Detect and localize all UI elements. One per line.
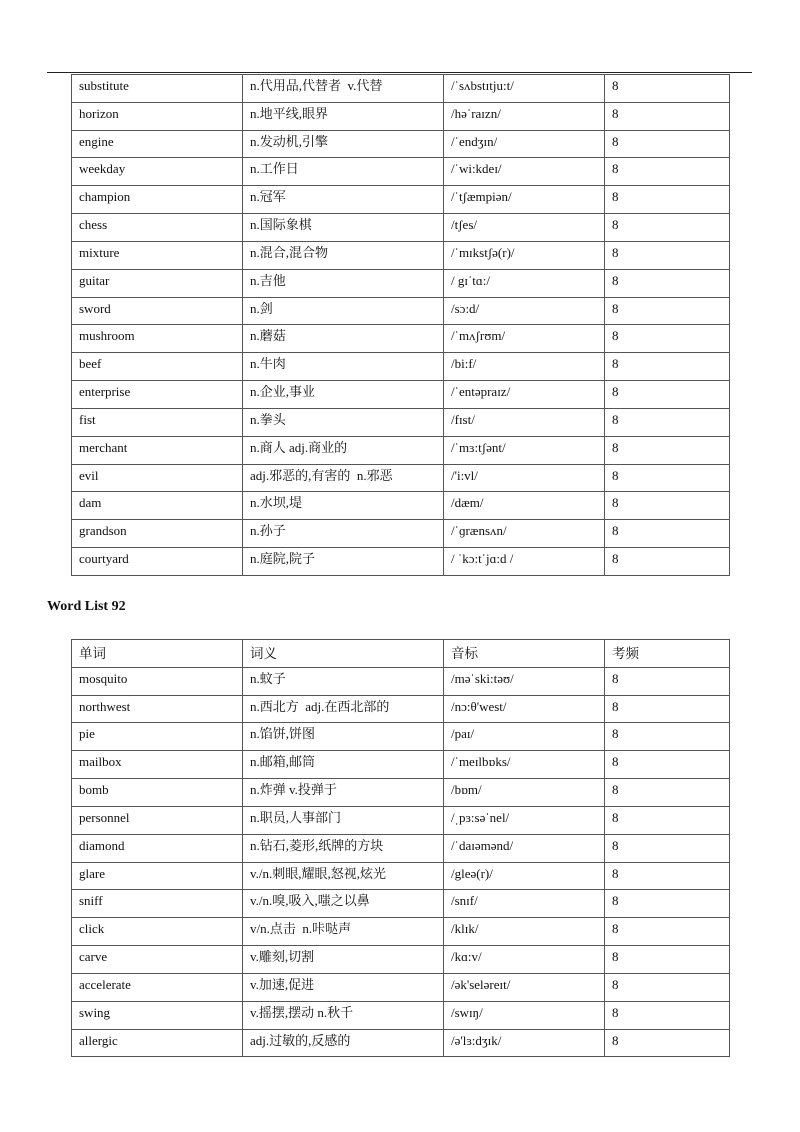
cell-phonetic: /ˈmɜ:tʃənt/ bbox=[444, 436, 605, 464]
cell-freq: 8 bbox=[605, 520, 730, 548]
cell-freq: 8 bbox=[605, 269, 730, 297]
cell-phonetic: /məˈski:təʊ/ bbox=[444, 667, 605, 695]
cell-word: guitar bbox=[72, 269, 243, 297]
vocab-table-1-body bbox=[72, 75, 730, 576]
table-row bbox=[72, 973, 730, 1001]
cell-phonetic: /bɒm/ bbox=[444, 779, 605, 807]
cell-word: glare bbox=[72, 862, 243, 890]
cell-meaning: adj.过敏的,反感的 bbox=[243, 1029, 444, 1057]
cell-word: northwest bbox=[72, 695, 243, 723]
cell-word: mushroom bbox=[72, 325, 243, 353]
table-row bbox=[72, 520, 730, 548]
cell-phonetic: /həˈraɪzn/ bbox=[444, 102, 605, 130]
cell-meaning: n.拳头 bbox=[243, 408, 444, 436]
table-row bbox=[72, 1001, 730, 1029]
cell-word: accelerate bbox=[72, 973, 243, 1001]
cell-phonetic: /tʃes/ bbox=[444, 214, 605, 242]
cell-meaning: n.蘑菇 bbox=[243, 325, 444, 353]
cell-phonetic: /ˈmʌʃrʊm/ bbox=[444, 325, 605, 353]
cell-freq: 8 bbox=[605, 130, 730, 158]
header-word: 单词 bbox=[72, 640, 243, 668]
cell-freq: 8 bbox=[605, 186, 730, 214]
table-row bbox=[72, 751, 730, 779]
cell-phonetic: /bi:f/ bbox=[444, 353, 605, 381]
cell-phonetic: /ˈtʃæmpiən/ bbox=[444, 186, 605, 214]
cell-meaning: n.庭院,院子 bbox=[243, 548, 444, 576]
table-row bbox=[72, 241, 730, 269]
cell-freq: 8 bbox=[605, 834, 730, 862]
cell-freq: 8 bbox=[605, 408, 730, 436]
cell-word: personnel bbox=[72, 806, 243, 834]
table-row bbox=[72, 834, 730, 862]
table-row bbox=[72, 464, 730, 492]
cell-freq: 8 bbox=[605, 492, 730, 520]
cell-meaning: n.孙子 bbox=[243, 520, 444, 548]
table-row bbox=[72, 269, 730, 297]
cell-phonetic: /gleə(r)/ bbox=[444, 862, 605, 890]
table-row bbox=[72, 75, 730, 103]
cell-word: pie bbox=[72, 723, 243, 751]
cell-word: chess bbox=[72, 214, 243, 242]
cell-word: grandson bbox=[72, 520, 243, 548]
cell-meaning: n.代用品,代替者 v.代替 bbox=[243, 75, 444, 103]
cell-meaning: n.发动机,引擎 bbox=[243, 130, 444, 158]
cell-freq: 8 bbox=[605, 973, 730, 1001]
cell-meaning: n.钻石,菱形,纸牌的方块 bbox=[243, 834, 444, 862]
cell-freq: 8 bbox=[605, 806, 730, 834]
cell-word: substitute bbox=[72, 75, 243, 103]
cell-meaning: n.吉他 bbox=[243, 269, 444, 297]
cell-meaning: n.工作日 bbox=[243, 158, 444, 186]
cell-freq: 8 bbox=[605, 325, 730, 353]
cell-freq: 8 bbox=[605, 381, 730, 409]
header-freq: 考频 bbox=[605, 640, 730, 668]
cell-word: engine bbox=[72, 130, 243, 158]
cell-meaning: n.剑 bbox=[243, 297, 444, 325]
table-row bbox=[72, 158, 730, 186]
table-row bbox=[72, 806, 730, 834]
cell-phonetic: /fɪst/ bbox=[444, 408, 605, 436]
cell-phonetic: / ˈkɔ:tˈjɑ:d / bbox=[444, 548, 605, 576]
cell-freq: 8 bbox=[605, 436, 730, 464]
cell-word: sniff bbox=[72, 890, 243, 918]
cell-meaning: v/n.点击 n.咔哒声 bbox=[243, 918, 444, 946]
cell-word: merchant bbox=[72, 436, 243, 464]
table-row bbox=[72, 381, 730, 409]
cell-phonetic: /paɪ/ bbox=[444, 723, 605, 751]
table-row bbox=[72, 492, 730, 520]
cell-phonetic: /'i:vl/ bbox=[444, 464, 605, 492]
cell-freq: 8 bbox=[605, 723, 730, 751]
vocab-table-2 bbox=[71, 639, 730, 1057]
cell-freq: 8 bbox=[605, 751, 730, 779]
header-meaning: 词义 bbox=[243, 640, 444, 668]
cell-meaning: n.邮箱,邮筒 bbox=[243, 751, 444, 779]
cell-meaning: n.炸弹 v.投弹于 bbox=[243, 779, 444, 807]
table-row bbox=[72, 186, 730, 214]
cell-meaning: v.加速,促进 bbox=[243, 973, 444, 1001]
cell-meaning: n.馅饼,饼图 bbox=[243, 723, 444, 751]
cell-meaning: v./n.嗅,吸入,嗤之以鼻 bbox=[243, 890, 444, 918]
cell-word: weekday bbox=[72, 158, 243, 186]
cell-phonetic: /snɪf/ bbox=[444, 890, 605, 918]
table-row bbox=[72, 918, 730, 946]
cell-freq: 8 bbox=[605, 464, 730, 492]
cell-word: champion bbox=[72, 186, 243, 214]
cell-phonetic: /ˈentəpraɪz/ bbox=[444, 381, 605, 409]
cell-phonetic: /kɑ:v/ bbox=[444, 946, 605, 974]
cell-phonetic: /ˈwi:kdeɪ/ bbox=[444, 158, 605, 186]
table-row bbox=[72, 102, 730, 130]
cell-meaning: n.地平线,眼界 bbox=[243, 102, 444, 130]
cell-freq: 8 bbox=[605, 695, 730, 723]
table-row bbox=[72, 1029, 730, 1057]
vocab-table-1 bbox=[71, 74, 730, 576]
cell-phonetic: /klɪk/ bbox=[444, 918, 605, 946]
table-row bbox=[72, 779, 730, 807]
table-row bbox=[72, 695, 730, 723]
table-row bbox=[72, 297, 730, 325]
table-row bbox=[72, 130, 730, 158]
cell-phonetic: /ˌpɜ:səˈnel/ bbox=[444, 806, 605, 834]
table-row bbox=[72, 353, 730, 381]
cell-freq: 8 bbox=[605, 353, 730, 381]
table-row bbox=[72, 667, 730, 695]
cell-meaning: n.牛肉 bbox=[243, 353, 444, 381]
cell-freq: 8 bbox=[605, 890, 730, 918]
cell-meaning: adj.邪恶的,有害的 n.邪恶 bbox=[243, 464, 444, 492]
cell-word: sword bbox=[72, 297, 243, 325]
cell-phonetic: /ˈmɪkstʃə(r)/ bbox=[444, 241, 605, 269]
cell-word: horizon bbox=[72, 102, 243, 130]
cell-word: bomb bbox=[72, 779, 243, 807]
cell-phonetic: /ˈɡrænsʌn/ bbox=[444, 520, 605, 548]
table-row bbox=[72, 214, 730, 242]
cell-word: allergic bbox=[72, 1029, 243, 1057]
cell-freq: 8 bbox=[605, 102, 730, 130]
cell-meaning: n.西北方 adj.在西北部的 bbox=[243, 695, 444, 723]
cell-meaning: n.国际象棋 bbox=[243, 214, 444, 242]
cell-meaning: v./n.刺眼,耀眼,怒视,炫光 bbox=[243, 862, 444, 890]
cell-freq: 8 bbox=[605, 918, 730, 946]
cell-meaning: n.水坝,堤 bbox=[243, 492, 444, 520]
cell-word: mailbox bbox=[72, 751, 243, 779]
cell-word: courtyard bbox=[72, 548, 243, 576]
cell-phonetic: /nɔ:θ'west/ bbox=[444, 695, 605, 723]
table-row bbox=[72, 408, 730, 436]
table-row bbox=[72, 862, 730, 890]
cell-freq: 8 bbox=[605, 75, 730, 103]
table-row bbox=[72, 548, 730, 576]
cell-freq: 8 bbox=[605, 1029, 730, 1057]
cell-meaning: v.摇摆,摆动 n.秋千 bbox=[243, 1001, 444, 1029]
table-row bbox=[72, 946, 730, 974]
cell-phonetic: /ˈdaɪəmənd/ bbox=[444, 834, 605, 862]
cell-meaning: n.商人 adj.商业的 bbox=[243, 436, 444, 464]
cell-meaning: n.职员,人事部门 bbox=[243, 806, 444, 834]
table-row bbox=[72, 436, 730, 464]
cell-word: diamond bbox=[72, 834, 243, 862]
cell-meaning: n.企业,事业 bbox=[243, 381, 444, 409]
cell-freq: 8 bbox=[605, 297, 730, 325]
cell-meaning: v.雕刻,切割 bbox=[243, 946, 444, 974]
table-row bbox=[72, 325, 730, 353]
cell-phonetic: /swɪŋ/ bbox=[444, 1001, 605, 1029]
cell-freq: 8 bbox=[605, 946, 730, 974]
cell-phonetic: /ə'lɜ:dʒɪk/ bbox=[444, 1029, 605, 1057]
cell-freq: 8 bbox=[605, 241, 730, 269]
cell-phonetic: /ˈendʒɪn/ bbox=[444, 130, 605, 158]
cell-word: swing bbox=[72, 1001, 243, 1029]
table-row bbox=[72, 890, 730, 918]
cell-freq: 8 bbox=[605, 667, 730, 695]
header-phonetic: 音标 bbox=[444, 640, 605, 668]
table-header-row bbox=[72, 640, 730, 668]
page-header-rule bbox=[47, 72, 752, 73]
cell-word: carve bbox=[72, 946, 243, 974]
cell-freq: 8 bbox=[605, 548, 730, 576]
cell-meaning: n.蚊子 bbox=[243, 667, 444, 695]
cell-phonetic: /sɔ:d/ bbox=[444, 297, 605, 325]
cell-word: dam bbox=[72, 492, 243, 520]
cell-meaning: n.冠军 bbox=[243, 186, 444, 214]
cell-word: enterprise bbox=[72, 381, 243, 409]
cell-phonetic: /dæm/ bbox=[444, 492, 605, 520]
cell-freq: 8 bbox=[605, 862, 730, 890]
cell-freq: 8 bbox=[605, 158, 730, 186]
cell-word: fist bbox=[72, 408, 243, 436]
cell-word: evil bbox=[72, 464, 243, 492]
cell-freq: 8 bbox=[605, 779, 730, 807]
cell-phonetic: /ək'seləreɪt/ bbox=[444, 973, 605, 1001]
cell-meaning: n.混合,混合物 bbox=[243, 241, 444, 269]
cell-word: mixture bbox=[72, 241, 243, 269]
cell-word: click bbox=[72, 918, 243, 946]
cell-word: beef bbox=[72, 353, 243, 381]
cell-freq: 8 bbox=[605, 214, 730, 242]
cell-phonetic: /ˈmeɪlbɒks/ bbox=[444, 751, 605, 779]
vocab-table-2-body bbox=[72, 640, 730, 1057]
cell-phonetic: / gɪˈtɑ:/ bbox=[444, 269, 605, 297]
table-row bbox=[72, 723, 730, 751]
cell-word: mosquito bbox=[72, 667, 243, 695]
cell-freq: 8 bbox=[605, 1001, 730, 1029]
section-title: Word List 92 bbox=[47, 599, 126, 614]
cell-phonetic: /ˈsʌbstɪtju:t/ bbox=[444, 75, 605, 103]
